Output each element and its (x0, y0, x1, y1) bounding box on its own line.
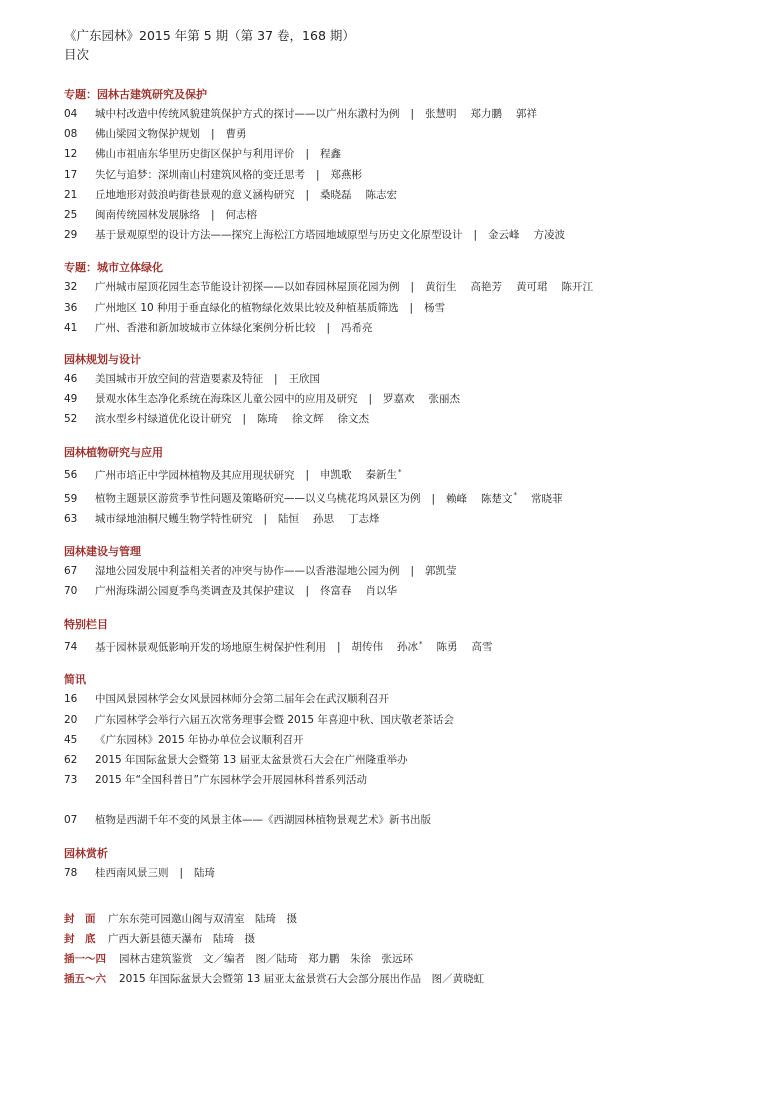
entry-page: 17 (64, 168, 78, 181)
entry-page: 07 (64, 814, 78, 827)
entry-author: 徐文辉 (292, 413, 324, 426)
entry-title: 城中村改造中传统风貌建筑保护方式的探讨——以广州东漖村为例 (95, 108, 400, 120)
section-title: 特别栏目 (64, 617, 108, 631)
credit-label: 插一～四 (64, 953, 106, 966)
entry-author: 张丽杰 (428, 393, 461, 406)
toc-page (64, 26, 754, 990)
entry-author: 赖峰 (446, 492, 468, 505)
separator: | (211, 209, 215, 222)
toc-entry (64, 165, 754, 185)
toc-entry (64, 104, 754, 124)
entry-author: 高艳芳 (470, 281, 503, 294)
separator: | (473, 229, 478, 242)
entry-author: 陆琦 (194, 866, 216, 879)
entry-title: 植物主题景区游赏季节性问题及策略研究——以义乌桃花坞风景区为例 (95, 492, 421, 505)
separator: | (410, 108, 415, 120)
entry-title: 湿地公园发展中利益相关者的冲突与协作——以香港湿地公园为例 (95, 565, 400, 578)
entry-page: 08 (64, 128, 78, 141)
entry-page: 41 (64, 321, 78, 334)
entry-page: 62 (64, 753, 78, 766)
entry-page: 45 (64, 733, 78, 746)
entry-title: 丘地地形对鼓浪屿街巷景观的意义涵构研究 (95, 188, 295, 201)
entry-list (64, 863, 754, 883)
entry-author: 陈开江 (561, 281, 594, 294)
entry-title: 《广东园林》2015 年协办单位会议顺利召开 (95, 733, 304, 746)
toc-section (64, 543, 754, 601)
separator: | (316, 168, 320, 181)
entry-list (64, 689, 754, 790)
section-title: 简讯 (64, 673, 86, 687)
entry-title: 基于园林景观低影响开发的场地原生树保护性利用 (95, 641, 326, 654)
toc-entry (64, 185, 754, 205)
entry-author: 黄衍生 (425, 281, 457, 294)
section-title: 专题：园林古建筑研究及保护 (64, 88, 207, 101)
entry-author: 高雪 (471, 641, 493, 654)
entry-author: 桑晓磊 (320, 188, 352, 201)
entry-page: 74 (64, 641, 78, 654)
entry-author: 陈琦 (257, 413, 279, 426)
toc-entry (64, 298, 754, 318)
entry-author: 张慧明 (425, 108, 457, 120)
entry-author: 陈勇 (436, 641, 458, 654)
entry-page: 16 (64, 693, 78, 706)
entry-list (64, 561, 754, 601)
toc-entry (64, 389, 754, 409)
entry-list (64, 634, 754, 658)
toc-entry (64, 485, 754, 509)
separator: | (263, 513, 268, 526)
credit-text: 园林古建筑鉴赏 文／编者 图／陆琦 郑力鹏 朱徐 张远环 (119, 953, 413, 966)
toc-section (64, 444, 754, 530)
separator: | (431, 492, 436, 505)
entry-page: 73 (64, 774, 78, 787)
toc-entry (64, 710, 754, 730)
entry-author: 肖以华 (365, 585, 398, 598)
toc-entry (64, 634, 754, 658)
entry-page: 25 (64, 209, 78, 222)
credit-text: 广西大新县德天瀑布 陆琦 摄 (108, 932, 255, 945)
entry-title: 佛山市祖庙东华里历史街区保护与利用评价 (95, 148, 295, 161)
entry-title: 美国城市开放空间的营造要素及特征 (95, 373, 263, 386)
section-title: 园林植物研究与应用 (64, 445, 163, 459)
toc-entry (64, 770, 754, 790)
toc-entry (64, 205, 754, 225)
entry-author: 郑燕彬 (330, 168, 363, 181)
toc-entry (64, 509, 754, 529)
entry-author: 孙冰* (397, 639, 423, 654)
toc-entry (64, 689, 754, 709)
entry-page: 04 (64, 108, 78, 120)
entry-title: 广州市培正中学园林植物及其应用现状研究 (95, 469, 295, 482)
separator: | (242, 413, 247, 426)
entry-author: 常晓菲 (531, 492, 563, 505)
toc-entry (64, 144, 754, 164)
section-title: 园林建设与管理 (64, 545, 141, 559)
entry-page: 59 (64, 492, 78, 505)
entry-author: 杨雪 (424, 301, 446, 314)
entry-title: 桂西南风景三则 (95, 866, 169, 879)
entry-author: 陈楚文* (481, 491, 518, 505)
entry-title: 中国风景园林学会女风景园林师分会第二届年会在武汉顺利召开 (95, 693, 389, 706)
entry-title: 失忆与追梦：深圳南山村建筑风格的变迁思考 (95, 168, 305, 181)
toc-section (64, 86, 754, 245)
entry-page: 63 (64, 513, 78, 526)
separator: | (410, 565, 415, 578)
separator: | (305, 148, 310, 161)
entry-author: 孙思 (313, 513, 335, 526)
entry-author: 曹勇 (225, 128, 247, 141)
entry-title: 2015 年“全国科普日”广东园林学会开展园林科普系列活动 (95, 774, 367, 787)
journal-issue-line: 《广东园林》2015 年第 5 期（第 37 卷，168 期） (64, 28, 355, 43)
entry-title: 闽南传统园林发展脉络 (95, 209, 200, 222)
separator: | (305, 585, 310, 598)
entry-author: 方凌波 (533, 229, 566, 242)
entry-page: 32 (64, 281, 78, 294)
entry-author: 郑力鹏 (470, 108, 503, 120)
credit-line (64, 929, 754, 949)
toc-section (64, 671, 754, 830)
entry-page: 67 (64, 565, 78, 578)
toc-entry (64, 277, 754, 297)
entry-title: 滨水型乡村绿道优化设计研究 (95, 413, 232, 426)
section-title: 园林赏析 (64, 846, 108, 860)
separator: | (410, 281, 415, 294)
separator: | (326, 321, 331, 334)
toc-entry-extra (64, 810, 754, 830)
entry-title: 植物是西湖千年不变的风景主体——《西湖园林植物景观艺术》新书出版 (95, 814, 431, 827)
entry-title: 景观水体生态净化系统在海珠区儿童公园中的应用及研究 (95, 393, 358, 406)
entry-author: 黄可珺 (516, 281, 548, 294)
entry-page: 20 (64, 713, 78, 726)
separator: | (409, 301, 414, 314)
section-title: 园林规划与设计 (64, 353, 141, 367)
entry-title: 佛山梁园文物保护规划 (95, 128, 200, 141)
entry-title: 广州城市屋顶花园生态节能设计初探——以如春园林屋顶花园为例 (95, 281, 400, 294)
section-title: 专题：城市立体绿化 (64, 261, 163, 275)
entry-page: 46 (64, 373, 78, 386)
entry-page: 49 (64, 393, 78, 406)
credit-line (64, 909, 754, 929)
entry-page: 56 (64, 469, 78, 482)
separator: | (274, 373, 278, 386)
entry-title: 广州地区 10 种用于垂直绿化的植物绿化效果比较及种植基质筛选 (95, 301, 399, 314)
contents-heading: 目次 (64, 47, 90, 62)
entry-page: 36 (64, 301, 78, 314)
credit-label: 封 面 (64, 912, 96, 925)
toc-entry (64, 730, 754, 750)
entry-author: 冯希亮 (341, 321, 373, 334)
credit-label: 插五～六 (64, 973, 106, 986)
entry-author: 何志榕 (225, 209, 258, 222)
corresponding-author-mark: * (398, 467, 402, 476)
corresponding-author-mark: * (419, 639, 423, 648)
separator: | (211, 128, 215, 141)
entry-author: 丁志烽 (348, 513, 380, 526)
entry-page: 52 (64, 413, 78, 426)
entry-author: 秦新生* (365, 467, 402, 482)
entry-title: 广州海珠湖公园夏季鸟类调查及其保护建议 (95, 585, 295, 598)
entry-author: 王欣国 (288, 373, 321, 386)
entry-author: 陆恒 (278, 513, 300, 526)
toc-section (64, 351, 754, 430)
separator: | (305, 469, 310, 482)
separator: | (179, 866, 184, 879)
entry-title: 基于景观原型的设计方法——探究上海松江方塔园地域原型与历史文化原型设计 (95, 229, 463, 242)
toc-entry (64, 369, 754, 389)
toc-entry (64, 318, 754, 338)
toc-entry (64, 581, 754, 601)
entry-author: 郭祥 (516, 108, 538, 120)
entry-title: 广州、香港和新加坡城市立体绿化案例分析比较 (95, 321, 316, 334)
entry-author: 郭凯莹 (425, 565, 457, 578)
entry-author: 申凯歌 (320, 469, 352, 482)
entry-author: 徐文杰 (337, 413, 370, 426)
toc-entry (64, 409, 754, 429)
toc-sections (64, 86, 754, 883)
entry-list (64, 369, 754, 430)
entry-title: 城市绿地油桐尺蠖生物学特性研究 (95, 513, 253, 526)
toc-entry (64, 124, 754, 144)
separator: | (337, 641, 341, 654)
toc-entry (64, 863, 754, 883)
entry-author: 金云峰 (488, 229, 520, 242)
toc-entry (64, 561, 754, 581)
credit-line (64, 949, 754, 969)
entry-list (64, 277, 754, 338)
credit-label: 封 底 (64, 932, 96, 945)
entry-author: 佟富春 (320, 585, 352, 598)
entry-page: 78 (64, 866, 78, 879)
credit-text: 广东东莞可园邀山阁与双清室 陆琦 摄 (108, 912, 297, 925)
entry-author: 陈志宏 (365, 188, 398, 201)
entry-page: 70 (64, 585, 78, 598)
entry-author: 胡传伟 (351, 641, 384, 654)
entry-author: 罗嘉欢 (383, 393, 415, 406)
entry-author: 程鑫 (320, 148, 342, 161)
toc-section (64, 845, 754, 883)
credit-text: 2015 年国际盆景大会暨第 13 届亚太盆景赏石大会部分展出作品 图／黄晓虹 (119, 973, 485, 986)
corresponding-author-mark: * (513, 491, 518, 500)
toc-entry (64, 750, 754, 770)
entry-list (64, 104, 754, 245)
entry-list (64, 462, 754, 530)
toc-entry (64, 462, 754, 486)
credits-block (64, 909, 754, 990)
separator: | (368, 393, 373, 406)
toc-section (64, 616, 754, 658)
entry-title: 2015 年国际盆景大会暨第 13 届亚太盆景赏石大会在广州隆重举办 (95, 753, 408, 766)
entry-page: 12 (64, 148, 78, 161)
entry-page: 29 (64, 229, 78, 242)
toc-entry (64, 225, 754, 245)
entry-page: 21 (64, 188, 78, 201)
entry-title: 广东园林学会举行六届五次常务理事会暨 2015 年喜迎中秋、国庆敬老茶话会 (95, 713, 454, 726)
separator: | (305, 188, 310, 201)
credit-line (64, 969, 754, 989)
toc-section (64, 259, 754, 338)
